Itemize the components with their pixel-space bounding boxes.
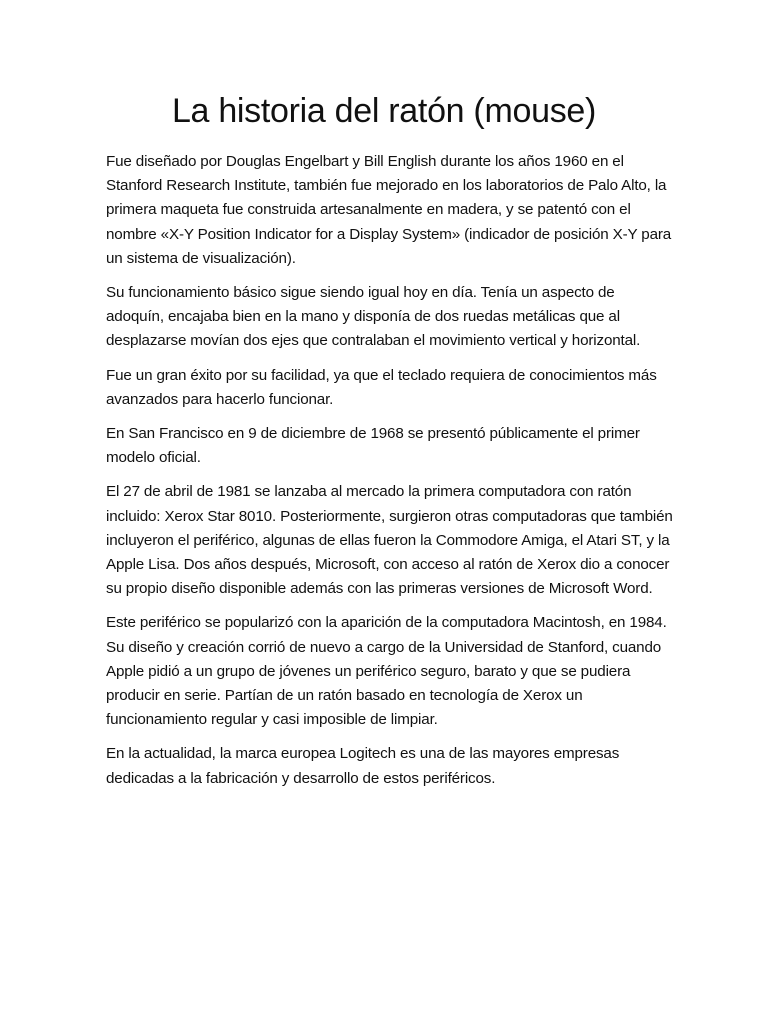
paragraph-7: En la actualidad, la marca europea Logitech es una de las mayores empresas dedicadas a la fabricación y desarrollo de estos periféricos. <box>106 745 620 787</box>
paragraph-4: En San Francisco en 9 de diciembre de 1968 se presentó públicamente el primer modelo oficial. <box>106 425 640 467</box>
paragraph-3: Fue un gran éxito por su facilidad, ya que el teclado requiera de conocimientos más avanzados para hacerlo funcionar. <box>106 366 657 408</box>
document-body <box>106 150 674 801</box>
paragraph-6: Este periférico se popularizó con la aparición de la computadora Macintosh, en 1984. Su diseño y creación corrió de nuevo a cargo de la Universidad de Stanford, cuando Apple pidió a un grupo de jóvenes un periférico seguro, barato y que se pudiera producir en serie. Partían de un ratón basado en tecnología de Xerox un funcionamiento regular y casi imposible de limpiar. <box>106 614 667 729</box>
paragraph-5: El 27 de abril de 1981 se lanzaba al mercado la primera computadora con ratón incluido: Xerox Star 8010. Posteriormente, surgieron otras computadoras que también incluyeron el periférico, algunas de ellas fueron la Commodore Amiga, el Atari ST, y la Apple Lisa. Dos años después, Microsoft, con acceso al ratón de Xerox dio a conocer su propio diseño disponible además con las primeras versiones de Microsoft Word. <box>106 483 673 598</box>
paragraph-1: Fue diseñado por Douglas Engelbart y Bill English durante los años 1960 en el Stanford Research Institute, también fue mejorado en los laboratorios de Palo Alto, la primera maqueta fue construida artesanalmente en madera, y se patentó con el nombre «X-Y Position Indicator for a Display System» (indicador de posición X-Y para un sistema de visualización). <box>106 153 672 267</box>
paragraph-2: Su funcionamiento básico sigue siendo igual hoy en día. Tenía un aspecto de adoquín, encajaba bien en la mano y disponía de dos ruedas metálicas que al desplazarse movían dos ejes que contralaban el movimiento vertical y horizontal. <box>106 284 641 350</box>
document-title: La historia del ratón (mouse) <box>171 92 597 130</box>
